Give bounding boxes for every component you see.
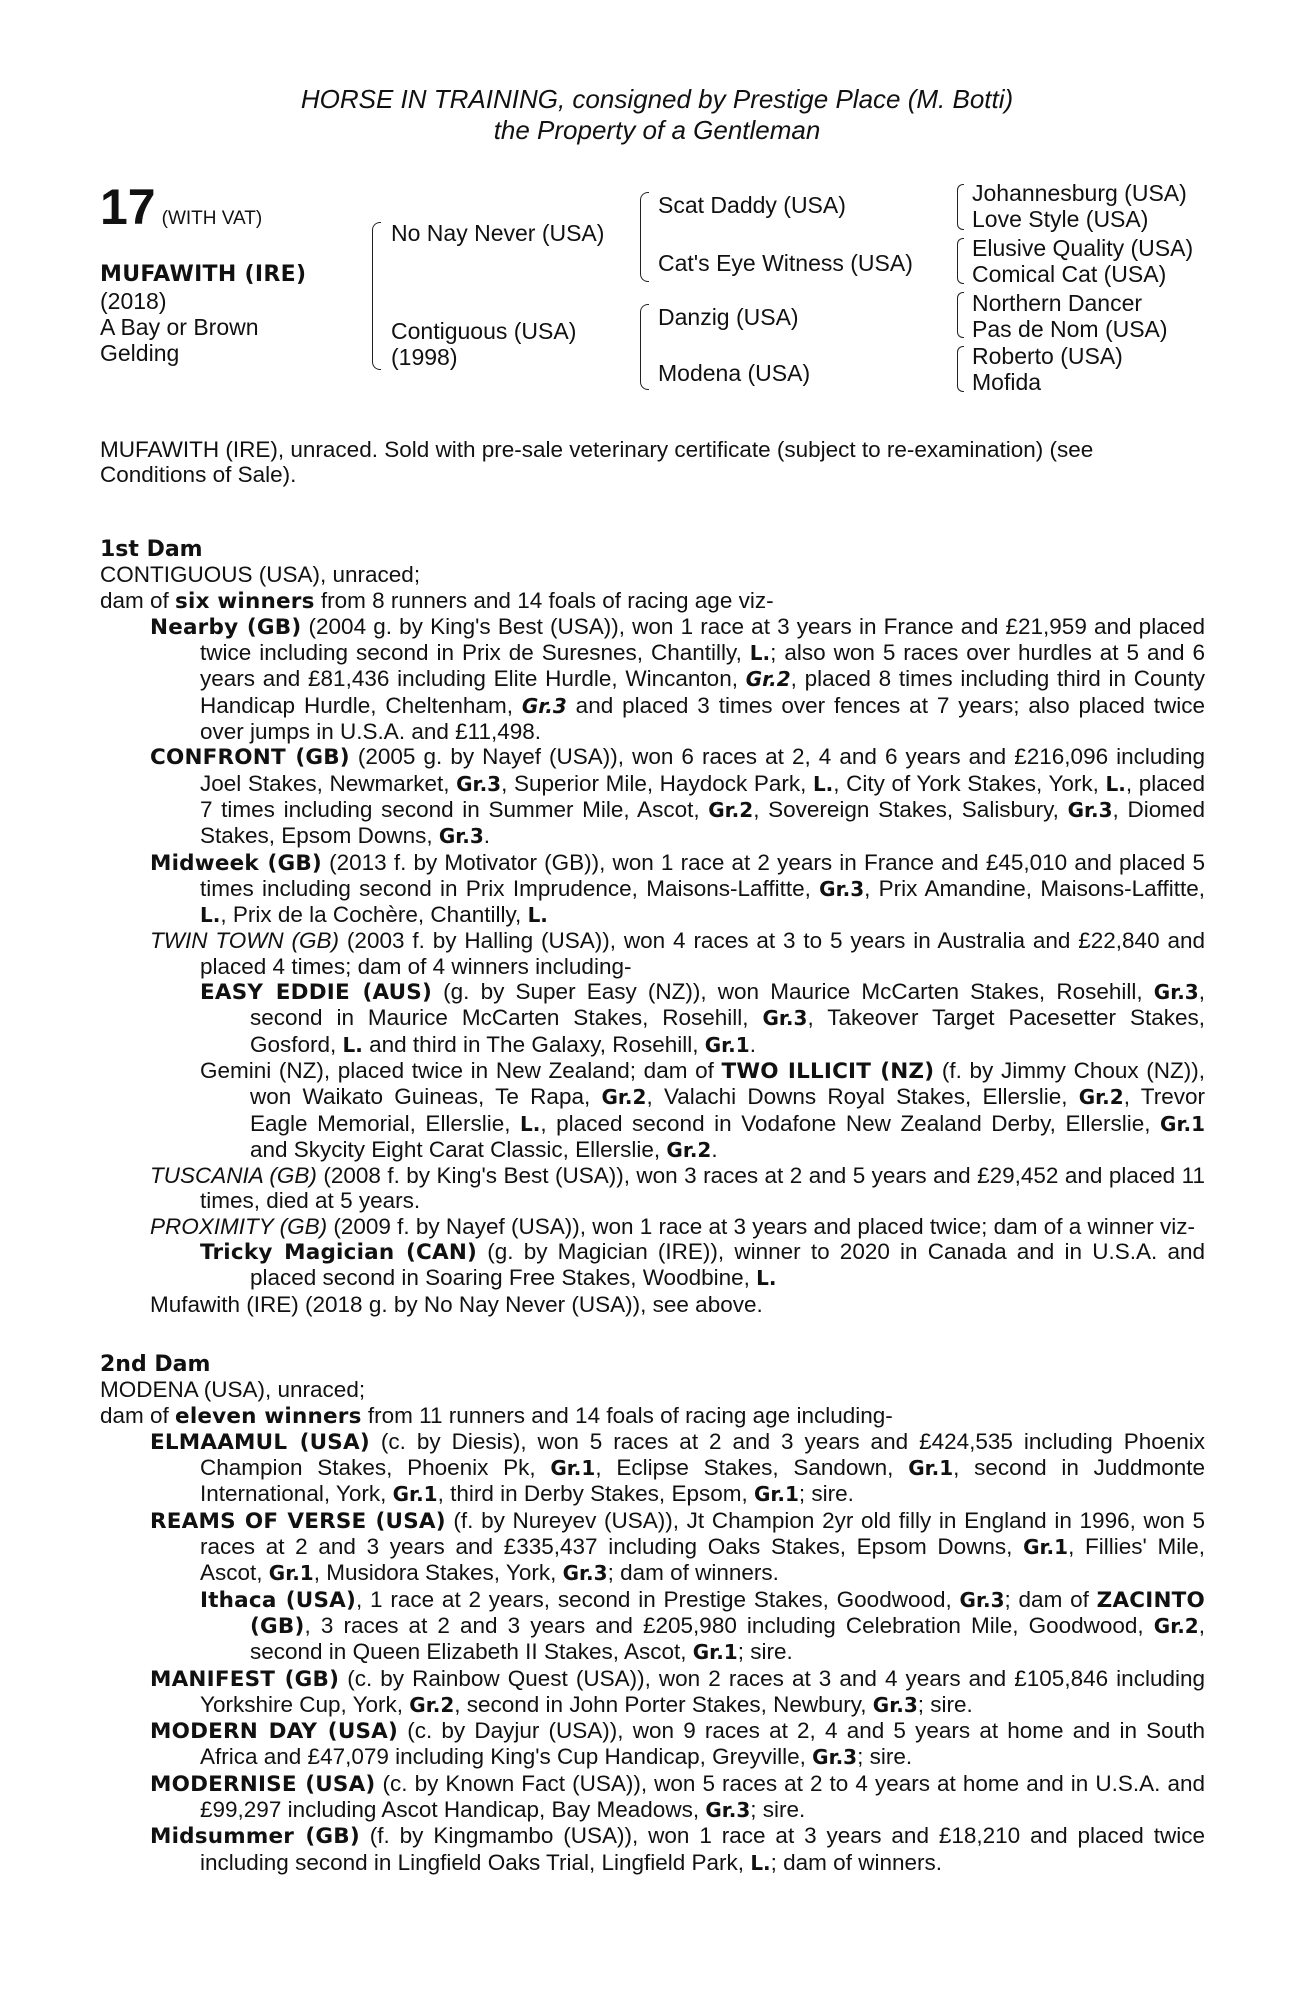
pedigree-sire-dam: Cat's Eye Witness (USA)	[658, 250, 913, 276]
race-grade: Gr.3	[521, 693, 567, 718]
entry-text: , Eclipse Stakes, Sandown,	[595, 1455, 909, 1481]
entry-text: , second in Queen Elizabeth II Stakes, Ascot,	[250, 1612, 1205, 1665]
second-dam-line-2-pre: dam of	[100, 1402, 176, 1428]
entry-text: , second in John Porter Stakes, Newbury,	[454, 1691, 873, 1717]
entry-text: (c. by Known Fact (USA)), won 5 races at 2 to 4 years at home and in U.S.A. and £99,297 including Ascot Handicap, Bay Meadows,	[200, 1770, 1205, 1823]
entry-text: (f. by Nureyev (USA)), Jt Champion 2yr old filly in England in 1996, won 5 races at 2 and 3 years and £335,437 including Oaks Stakes, Epsom Downs,	[200, 1507, 1205, 1560]
entry-text: , placed 8 times including third in County Handicap Hurdle, Cheltenham,	[200, 666, 1205, 718]
entry-text: ; dam of winners.	[770, 1849, 942, 1875]
pedigree-dam: Contiguous (USA)	[391, 318, 577, 344]
entry-text: , City of York Stakes, York,	[833, 770, 1106, 796]
race-grade: Gr.3	[959, 1587, 1005, 1612]
race-grade: Gr.1	[268, 1561, 314, 1586]
produce-sub-entry	[100, 979, 1205, 1058]
race-grade: Gr.2	[666, 1137, 712, 1162]
produce-entry	[100, 1292, 1205, 1317]
entry-text: , second in Juddmonte International, York,	[200, 1455, 1205, 1507]
entry-text: (2005 g. by Nayef (USA)), won 6 races at 2, 4 and 6 years and £216,096 including Joel Stakes, Newmarket,	[200, 744, 1205, 796]
entry-text: , Takeover Target Pacesetter Stakes, Gosford,	[250, 1005, 1205, 1057]
first-dam-line-2	[100, 588, 1205, 614]
race-grade: Gr.3	[872, 1692, 918, 1717]
header-line-1: HORSE IN TRAINING, consigned by Prestige Place (M. Botti)	[300, 84, 1014, 114]
race-grade: Gr.1	[550, 1456, 596, 1481]
entry-text: ; sire.	[857, 1744, 913, 1770]
race-grade: L.	[520, 1111, 541, 1136]
entry-text: , Superior Mile, Haydock Park,	[501, 770, 813, 796]
pedigree-ssd: Love Style (USA)	[972, 206, 1149, 232]
second-dam-line-1: MODENA (USA), unraced;	[100, 1377, 366, 1403]
first-dam-section	[100, 537, 1205, 1317]
horse-name-italic: PROXIMITY (GB)	[150, 1213, 328, 1239]
second-dam-winners-count: eleven winners	[175, 1403, 362, 1429]
first-dam-produce-list	[100, 614, 1205, 1317]
horse-name-bold: Nearby (GB)	[150, 614, 302, 640]
produce-entry	[100, 614, 1205, 744]
entry-text: (2004 g. by King's Best (USA)), won 1 race at 3 years in France and £21,959 and placed twice including second in Prix de Suresnes, Chantilly,	[200, 613, 1205, 666]
race-grade: Gr.1	[753, 1482, 799, 1507]
entry-text: , Sovereign Stakes, Salisbury,	[753, 796, 1068, 822]
entry-text: , Prix Amandine, Maisons-Laffitte,	[864, 875, 1205, 901]
entry-text: , Valachi Downs Royal Stakes, Ellerslie,	[646, 1084, 1079, 1110]
catalogue-header	[0, 84, 1314, 146]
produce-entry	[100, 1214, 1205, 1239]
first-dam-heading: 1st Dam	[100, 537, 203, 562]
entry-text: (2013 f. by Motivator (GB)), won 1 race at 2 years in France and £45,010 and placed 5 times including second in Prix Imprudence, Maisons-Laffitte,	[200, 849, 1205, 901]
vat-label: (WITH VAT)	[161, 208, 263, 229]
race-grade: Gr.3	[705, 1798, 751, 1823]
entry-text: .	[749, 1031, 756, 1057]
horse-name-bold: ZACINTO (GB)	[250, 1587, 1206, 1639]
race-grade: Gr.1	[704, 1032, 750, 1057]
lot-number	[100, 179, 263, 235]
race-grade: Gr.3	[812, 1745, 858, 1770]
pedigree-sds: Elusive Quality (USA)	[972, 235, 1194, 261]
horse-name-italic: TWIN TOWN (GB)	[150, 928, 340, 954]
entry-text: (g. by Super Easy (NZ)), won Maurice McCarten Stakes, Rosehill,	[432, 979, 1154, 1005]
pedigree-brace-sd	[957, 238, 964, 284]
pedigree-ddd: Mofida	[972, 369, 1042, 395]
entry-text: , Trevor Eagle Memorial, Ellerslie,	[250, 1084, 1205, 1136]
second-dam-produce-list	[100, 1429, 1205, 1876]
first-dam-line-2-pre: dam of	[100, 587, 176, 613]
pedigree-brace-ss	[957, 184, 964, 230]
race-grade: Gr.2	[745, 667, 791, 692]
produce-entry	[100, 928, 1205, 979]
race-grade: Gr.2	[409, 1692, 455, 1717]
race-grade: Gr.1	[908, 1456, 954, 1481]
horse-name-bold: Ithaca (USA)	[200, 1587, 357, 1613]
entry-text: (2003 f. by Halling (USA)), won 4 races at 3 to 5 years in Australia and £22,840 and placed 4 times; dam of 4 winners including-	[200, 928, 1206, 979]
produce-sub-entry	[100, 1587, 1205, 1666]
horse-name-bold: TWO ILLICIT (NZ)	[721, 1058, 935, 1084]
race-grade: L.	[1105, 771, 1126, 796]
pedigree-dam-year: (1998)	[391, 344, 458, 370]
first-dam-line-1: CONTIGUOUS (USA), unraced;	[100, 562, 421, 588]
produce-entry	[100, 1508, 1205, 1587]
entry-text: , placed second in Vodafone New Zealand Derby, Ellerslie,	[540, 1110, 1161, 1136]
pedigree-sire: No Nay Never (USA)	[391, 220, 605, 246]
entry-text: and placed 3 times over fences at 7 years; also placed twice over jumps in U.S.A. and £11,498.	[200, 692, 1205, 745]
entry-text: (2009 f. by Nayef (USA)), won 1 race at 3 years and placed twice; dam of a winner viz-	[327, 1213, 1195, 1239]
pedigree-dsd: Pas de Nom (USA)	[972, 316, 1168, 342]
race-grade: Gr.3	[819, 876, 865, 901]
pedigree-dam-sire: Danzig (USA)	[658, 304, 799, 330]
pedigree-brace-dd	[957, 346, 964, 392]
produce-entry	[100, 1429, 1205, 1508]
produce-entry	[100, 1823, 1205, 1876]
entry-text: , second in Maurice McCarten Stakes, Rosehill,	[250, 979, 1205, 1031]
entry-text: (c. by Rainbow Quest (USA)), won 2 races at 3 and 4 years and £105,846 including Yorkshire Cup, York,	[200, 1665, 1205, 1717]
race-grade: Gr.3	[562, 1561, 608, 1586]
horse-name-bold: EASY EDDIE (AUS)	[200, 980, 433, 1006]
race-grade: Gr.1	[692, 1640, 738, 1665]
entry-text: (c. by Dayjur (USA)), won 9 races at 2, 4 and 5 years at home and in South Africa and £47,079 including King's Cup Handicap, Greyville,	[200, 1718, 1205, 1770]
horse-name-italic: TUSCANIA (GB)	[150, 1163, 317, 1189]
horse-identity	[100, 262, 306, 366]
produce-entry	[100, 1771, 1205, 1824]
pedigree-dss: Northern Dancer	[972, 290, 1143, 316]
race-grade: Gr.3	[762, 1006, 808, 1031]
horse-description-line-1: A Bay or Brown	[100, 314, 259, 340]
race-grade: Gr.3	[1067, 797, 1113, 822]
horse-name-bold: Tricky Magician (CAN)	[200, 1240, 478, 1266]
second-dam-section	[100, 1352, 1205, 1876]
entry-text: .	[483, 823, 491, 849]
race-grade: Gr.3	[438, 824, 484, 849]
horse-name-bold: REAMS OF VERSE (USA)	[150, 1508, 446, 1534]
produce-entry	[100, 1718, 1205, 1771]
entry-text: , 3 races at 2 and 3 years and £205,980 including Celebration Mile, Goodwood,	[304, 1612, 1154, 1638]
horse-name-bold: Midweek (GB)	[150, 850, 322, 876]
produce-entry	[100, 1666, 1205, 1719]
horse-name-bold: MODERN DAY (USA)	[150, 1719, 399, 1745]
entry-text: (c. by Diesis), won 5 races at 2 and 3 years and £424,535 including Phoenix Champion Stakes, Phoenix Pk,	[200, 1428, 1206, 1481]
race-grade: L.	[342, 1032, 363, 1057]
first-dam-winners-count: six winners	[175, 588, 315, 614]
second-dam-heading: 2nd Dam	[100, 1352, 211, 1377]
horse-description-line-2: Gelding	[100, 340, 180, 366]
pedigree-dam-dam: Modena (USA)	[658, 360, 811, 386]
pedigree-sss: Johannesburg (USA)	[972, 180, 1187, 206]
second-dam-line-2	[100, 1403, 1205, 1429]
entry-text: and third in The Galaxy, Rosehill,	[362, 1031, 705, 1057]
entry-text: and Skycity Eight Carat Classic, Ellerslie,	[250, 1136, 667, 1162]
race-grade: L.	[750, 1850, 771, 1875]
produce-sub-entry	[100, 1058, 1205, 1163]
race-grade: L.	[527, 903, 548, 928]
race-grade: Gr.2	[1078, 1085, 1124, 1110]
produce-sub-entry	[100, 1239, 1205, 1292]
entry-text: (g. by Magician (IRE)), winner to 2020 in Canada and in U.S.A. and placed second in Soaring Free Stakes, Woodbine,	[250, 1239, 1205, 1291]
pedigree-brace-main	[372, 222, 381, 370]
pedigree-brace-sire	[640, 192, 649, 282]
intro-text: MUFAWITH (IRE), unraced. Sold with pre-sale veterinary certificate (subject to re-examination) (see Conditions of Sale).	[100, 437, 1094, 488]
pedigree-brace-dam	[640, 304, 649, 390]
entry-text: ; dam of winners.	[607, 1560, 779, 1586]
entry-text: , 1 race at 2 years, second in Prestige Stakes, Goodwood,	[356, 1586, 960, 1612]
race-grade: Gr.3	[1153, 980, 1199, 1005]
race-grade: Gr.3	[456, 771, 502, 796]
entry-text: .	[711, 1136, 718, 1162]
horse-year: (2018)	[100, 288, 167, 314]
pedigree-brace-ds	[957, 292, 964, 338]
entry-text: , Diomed Stakes, Epsom Downs,	[200, 796, 1205, 849]
entry-text: , placed 7 times including second in Summer Mile, Ascot,	[200, 770, 1205, 822]
race-grade: Gr.1	[392, 1482, 438, 1507]
race-grade: Gr.2	[1153, 1613, 1199, 1638]
horse-name: MUFAWITH (IRE)	[100, 262, 307, 287]
entry-text: , Fillies' Mile, Ascot,	[200, 1534, 1205, 1586]
first-dam-line-2-post: from 8 runners and 14 foals of racing age viz-	[314, 587, 774, 613]
pedigree-dds: Roberto (USA)	[972, 343, 1123, 369]
race-grade: L.	[756, 1266, 777, 1291]
race-grade: Gr.2	[601, 1085, 647, 1110]
produce-entry	[100, 1163, 1205, 1214]
race-grade: L.	[749, 641, 771, 666]
entry-text: ; dam of	[1004, 1586, 1097, 1612]
lot-number-value: 17	[100, 179, 156, 235]
entry-text: , Prix de la Cochère, Chantilly,	[220, 902, 528, 928]
entry-text: ; sire.	[798, 1481, 854, 1507]
horse-name-bold: MODERNISE (USA)	[150, 1771, 376, 1797]
horse-name-bold: MANIFEST (GB)	[150, 1666, 340, 1692]
intro-section	[100, 437, 1205, 488]
entry-text: ; sire.	[917, 1691, 973, 1717]
entry-text: , third in Derby Stakes, Epsom,	[437, 1481, 754, 1507]
entry-text: ; also won 5 races over hurdles at 5 and 6 years and £81,436 including Elite Hurdle, Wincanton,	[200, 640, 1205, 692]
pedigree-sire-sire: Scat Daddy (USA)	[658, 192, 846, 218]
produce-entry	[100, 850, 1205, 929]
horse-name-bold: CONFRONT (GB)	[150, 745, 350, 771]
horse-name-bold: Midsummer (GB)	[150, 1824, 360, 1850]
second-dam-line-2-post: from 11 runners and 14 foals of racing age including-	[361, 1402, 893, 1428]
entry-text: (2008 f. by King's Best (USA)), won 3 races at 2 and 5 years and £29,452 and placed 11 times, died at 5 years.	[200, 1163, 1205, 1214]
race-grade: Gr.1	[1160, 1111, 1205, 1136]
entry-text: (f. by Jimmy Choux (NZ)), won Waikato Guineas, Te Rapa,	[250, 1057, 1205, 1110]
entry-text: ; sire.	[750, 1797, 806, 1823]
entry-text: , Musidora Stakes, York,	[313, 1560, 563, 1586]
race-grade: L.	[812, 771, 834, 796]
entry-text: Mufawith (IRE) (2018 g. by No Nay Never (USA)), see above.	[150, 1291, 763, 1317]
entry-text: (f. by Kingmambo (USA)), won 1 race at 3 years and £18,210 and placed twice including second in Lingfield Oaks Trial, Lingfield Park,	[200, 1823, 1205, 1875]
entry-text: ; sire.	[737, 1639, 793, 1665]
horse-name-bold: ELMAAMUL (USA)	[150, 1429, 370, 1455]
race-grade: Gr.2	[708, 797, 754, 822]
entry-text: Gemini (NZ), placed twice in New Zealand; dam of	[200, 1057, 722, 1083]
pedigree-sdd: Comical Cat (USA)	[972, 261, 1167, 287]
race-grade: L.	[200, 903, 221, 928]
race-grade: Gr.1	[1023, 1535, 1069, 1560]
header-line-2: the Property of a Gentleman	[493, 115, 821, 145]
produce-entry	[100, 744, 1205, 849]
